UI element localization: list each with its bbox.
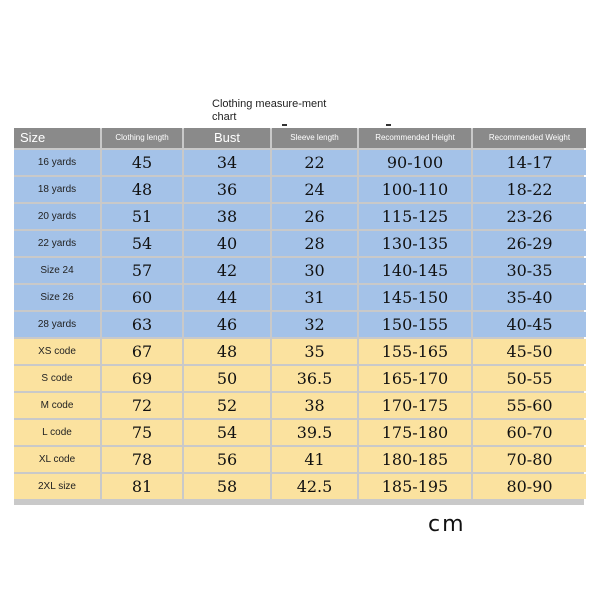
sleeve-length-cell: 42.5 — [272, 474, 357, 499]
recommended-height-cell: 100-110 — [359, 177, 471, 202]
sleeve-length-cell: 38 — [272, 393, 357, 418]
size-cell: Size 24 — [14, 258, 100, 283]
bust-cell: 50 — [184, 366, 270, 391]
recommended-weight-cell: 40-45 — [473, 312, 586, 337]
size-cell: M code — [14, 393, 100, 418]
clothing-length-cell: 67 — [102, 339, 182, 364]
size-cell: 16 yards — [14, 150, 100, 175]
recommended-height-cell: 175-180 — [359, 420, 471, 445]
recommended-weight-cell: 55-60 — [473, 393, 586, 418]
clothing-length-cell: 57 — [102, 258, 182, 283]
recommended-height-cell: 185-195 — [359, 474, 471, 499]
clothing-length-cell: 75 — [102, 420, 182, 445]
recommended-weight-cell: 14-17 — [473, 150, 586, 175]
clothing-length-cell: 72 — [102, 393, 182, 418]
size-cell: S code — [14, 366, 100, 391]
sleeve-length-cell: 35 — [272, 339, 357, 364]
recommended-height-cell: 180-185 — [359, 447, 471, 472]
recommended-height-cell: 90-100 — [359, 150, 471, 175]
size-cell: 18 yards — [14, 177, 100, 202]
bust-cell: 58 — [184, 474, 270, 499]
recommended-height-cell: 140-145 — [359, 258, 471, 283]
sleeve-length-cell: 41 — [272, 447, 357, 472]
recommended-height-cell: 165-170 — [359, 366, 471, 391]
bust-cell: 36 — [184, 177, 270, 202]
sleeve-length-cell: 31 — [272, 285, 357, 310]
title-mark — [282, 124, 287, 126]
recommended-height-cell: 130-135 — [359, 231, 471, 256]
size-cell: 20 yards — [14, 204, 100, 229]
unit-label: cm — [428, 512, 466, 537]
recommended-weight-cell: 30-35 — [473, 258, 586, 283]
bust-cell: 46 — [184, 312, 270, 337]
bust-cell: 34 — [184, 150, 270, 175]
bust-cell: 44 — [184, 285, 270, 310]
sleeve-length-cell: 28 — [272, 231, 357, 256]
size-cell: XS code — [14, 339, 100, 364]
size-cell: 22 yards — [14, 231, 100, 256]
recommended-height-cell: 150-155 — [359, 312, 471, 337]
clothing-length-cell: 69 — [102, 366, 182, 391]
recommended-weight-cell: 18-22 — [473, 177, 586, 202]
recommended-weight-cell: 35-40 — [473, 285, 586, 310]
sleeve-length-cell: 32 — [272, 312, 357, 337]
sleeve-length-cell: 22 — [272, 150, 357, 175]
recommended-weight-cell: 60-70 — [473, 420, 586, 445]
header-sleeve-length: Sleeve length — [272, 128, 357, 148]
recommended-height-cell: 145-150 — [359, 285, 471, 310]
bust-cell: 40 — [184, 231, 270, 256]
clothing-length-cell: 78 — [102, 447, 182, 472]
sleeve-length-cell: 26 — [272, 204, 357, 229]
bust-cell: 48 — [184, 339, 270, 364]
title-mark — [386, 124, 391, 126]
bust-cell: 54 — [184, 420, 270, 445]
recommended-weight-cell: 50-55 — [473, 366, 586, 391]
header-clothing-length: Clothing length — [102, 128, 182, 148]
recommended-height-cell: 155-165 — [359, 339, 471, 364]
size-cell: 28 yards — [14, 312, 100, 337]
size-cell: Size 26 — [14, 285, 100, 310]
size-cell: 2XL size — [14, 474, 100, 499]
header-size: Size — [14, 128, 100, 148]
recommended-weight-cell: 70-80 — [473, 447, 586, 472]
size-cell: XL code — [14, 447, 100, 472]
size-table — [14, 128, 584, 499]
clothing-length-cell: 48 — [102, 177, 182, 202]
recommended-weight-cell: 23-26 — [473, 204, 586, 229]
header-recommended-height: Recommended Height — [359, 128, 471, 148]
clothing-length-cell: 51 — [102, 204, 182, 229]
sleeve-length-cell: 39.5 — [272, 420, 357, 445]
recommended-weight-cell: 45-50 — [473, 339, 586, 364]
recommended-height-cell: 170-175 — [359, 393, 471, 418]
bust-cell: 42 — [184, 258, 270, 283]
header-recommended-weight: Recommended Weight — [473, 128, 586, 148]
chart-title: Clothing measure-ment chart — [212, 98, 327, 123]
bust-cell: 52 — [184, 393, 270, 418]
size-cell: L code — [14, 420, 100, 445]
bust-cell: 38 — [184, 204, 270, 229]
recommended-weight-cell: 80-90 — [473, 474, 586, 499]
recommended-weight-cell: 26-29 — [473, 231, 586, 256]
clothing-length-cell: 63 — [102, 312, 182, 337]
clothing-length-cell: 60 — [102, 285, 182, 310]
size-chart — [14, 94, 584, 505]
header-bust: Bust — [184, 128, 270, 148]
sleeve-length-cell: 24 — [272, 177, 357, 202]
bust-cell: 56 — [184, 447, 270, 472]
clothing-length-cell: 54 — [102, 231, 182, 256]
sleeve-length-cell: 36.5 — [272, 366, 357, 391]
clothing-length-cell: 81 — [102, 474, 182, 499]
title-band — [14, 94, 584, 129]
clothing-length-cell: 45 — [102, 150, 182, 175]
recommended-height-cell: 115-125 — [359, 204, 471, 229]
sleeve-length-cell: 30 — [272, 258, 357, 283]
